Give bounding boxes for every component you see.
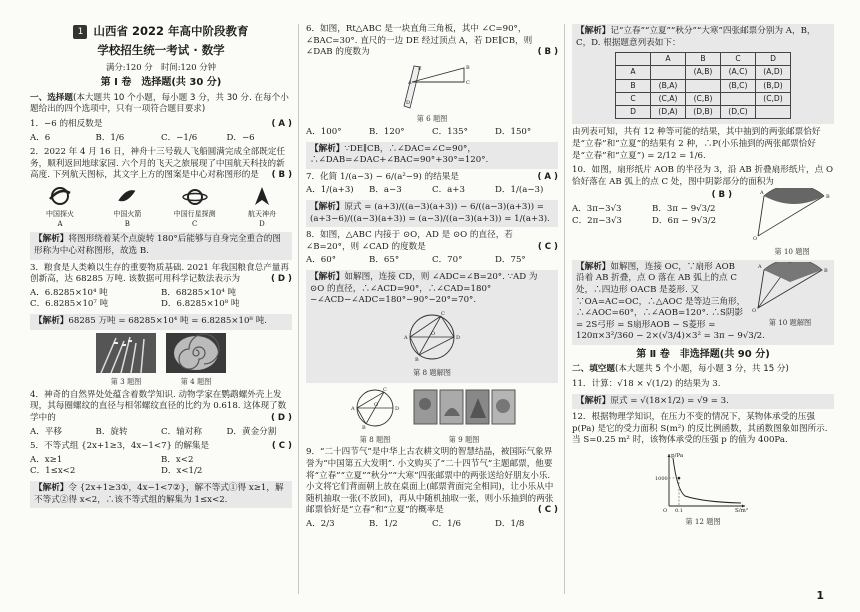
question-2 — [30, 147, 292, 259]
question-stem: 11．计算：√18 × √(1/2) 的结果为 3. — [572, 378, 721, 389]
mars-logo-icon — [47, 185, 73, 207]
table-cell: (D,A) — [651, 106, 686, 119]
question-10 — [572, 165, 834, 345]
figure-caption: 第 12 题图 — [685, 516, 721, 526]
option-a: A．6.8285×10⁴ 吨 — [30, 287, 108, 298]
answer-mark: ( C ) — [537, 505, 558, 516]
table-cell: (B,A) — [651, 79, 686, 92]
svg-text:C: C — [383, 387, 387, 394]
point-x-label: 0.1 — [675, 507, 683, 512]
solution — [30, 232, 292, 259]
figure-caption: 第 4 题图 — [180, 377, 212, 387]
option-d: D．1/8 — [495, 519, 525, 529]
logo-option-c — [165, 185, 225, 229]
solution-text: 原式 = (a+3)/((a−3)(a+3)) − 6/((a−3)(a+3)) = (a+3−6)/((a−3)(a+3)) = (a−3)/((a−3)(a+3)) = 1/(a+3). — [310, 202, 550, 224]
question-9 — [306, 447, 558, 530]
answer-mark: ( C ) — [537, 241, 558, 252]
option-d: D．−6 — [226, 132, 255, 143]
table-cell: (D,C) — [721, 106, 756, 119]
solution — [306, 270, 558, 383]
table-row — [616, 53, 791, 66]
options — [572, 204, 732, 227]
svg-text:B: B — [415, 356, 419, 363]
table-cell: C — [721, 53, 756, 66]
figure-8-solution — [310, 310, 554, 378]
svg-text:A: A — [404, 334, 408, 341]
question-stem: 4．神奇的自然界处处蕴含着数学知识. 动物学家在鹦鹉螺外壳上发现，其每圈螺纹的直径与相邻螺纹直径的比约为 0.618. 这体现了数学中的 — [30, 389, 287, 423]
logo-letter: D — [259, 219, 265, 228]
table-cell: (C,D) — [756, 92, 791, 105]
solution-9 — [572, 24, 834, 124]
option-c: C．6.8285×10⁷ 吨 — [30, 299, 109, 310]
solution-text: 记“立春”“立夏”“秋分”“大寒”四张邮票分别为 A，B，C，D. 根据题意列表如下： — [576, 26, 816, 48]
svg-text:C: C — [788, 261, 792, 265]
options — [30, 455, 292, 478]
svg-text:O: O — [752, 307, 757, 314]
exam-header — [30, 24, 292, 90]
table-cell: (B,C) — [721, 79, 756, 92]
option-b: B．120° — [369, 127, 405, 138]
triangle-ruler-diagram — [392, 62, 472, 110]
table-cell: A — [616, 66, 651, 79]
question-stem: 12．根据物理学知识，在压力不变的情况下，某物体承受的压强 p(Pa) 是它的受力面积 S(m²) 的反比例函数，其函数图象如图所示. 当 S=0.25 m² 时，该物体承受的压强 p 的值为 400Pa. — [572, 412, 828, 446]
rocket-logo-icon — [114, 185, 140, 207]
nautilus-photo-icon — [166, 333, 226, 373]
option-a: A．1/(a+3) — [306, 185, 354, 196]
option-c: C．1≤x<2 — [30, 466, 76, 477]
svg-text:A: A — [351, 406, 355, 413]
point-y-label: 1000 — [655, 475, 668, 482]
svg-text:C: C — [441, 310, 445, 317]
column-right — [572, 24, 834, 529]
option-a: A．平移 — [30, 426, 62, 437]
solution — [30, 314, 292, 330]
option-a: A．60° — [306, 255, 337, 266]
section-desc: (本大题共 10 个小题，每小题 3 分，共 30 分. 在每个小题给出的四个选项中，只有一项符合题目要求) — [30, 92, 289, 115]
table-row — [616, 79, 791, 92]
circle-diagram — [348, 386, 402, 430]
wheat-photo-icon — [96, 333, 156, 373]
table-cell — [756, 106, 791, 119]
sector-diagram-solution — [750, 262, 830, 314]
exam-meta: 满分:120 分 时间:120 分钟 — [106, 62, 216, 73]
table-cell: (B,D) — [756, 79, 791, 92]
figure-caption: 第 6 题图 — [416, 114, 448, 124]
solution — [306, 142, 558, 169]
solution — [306, 200, 558, 227]
solution-tag: 【解析】 — [576, 261, 611, 272]
table-row — [616, 66, 791, 79]
solution-tag: 【解析】 — [34, 482, 69, 493]
shenzhou-logo-icon — [249, 185, 275, 207]
table-cell: (A,C) — [721, 66, 756, 79]
sector-diagram — [750, 188, 834, 242]
exam-subtitle: 学校招生统一考试 · 数学 — [97, 42, 225, 57]
svg-text:B: B — [466, 64, 470, 71]
section-title: 二、填空题 — [572, 364, 615, 375]
option-d: D．150° — [495, 127, 532, 138]
option-c: C．轴对称 — [161, 426, 202, 437]
part-2-title: 第 Ⅱ 卷 非选择题(共 90 分) — [636, 348, 770, 360]
options — [306, 255, 558, 267]
planet-logo-icon — [182, 185, 208, 207]
section-1 — [30, 93, 292, 116]
options — [306, 185, 558, 197]
svg-text:D: D — [456, 334, 461, 341]
svg-text:C: C — [466, 79, 470, 86]
y-axis-label: p/Pa — [671, 452, 684, 459]
option-d: D．黄金分割 — [226, 426, 277, 437]
svg-text:B: B — [362, 425, 366, 431]
question-stem: 3．粮食是人类赖以生存的重要物质基础. 2021 年我国粮食总产量再创新高，达 68285 万吨. 该数据可用科学记数法表示为 — [30, 262, 289, 285]
section-2 — [572, 364, 834, 376]
solution-tag: 【解析】 — [34, 234, 69, 245]
svg-text:D: D — [406, 99, 411, 106]
part-1-title: 第 Ⅰ 卷 选择题(共 30 分) — [100, 77, 222, 89]
figure-caption: 第 9 题图 — [448, 434, 480, 444]
solution-text: 如解图，连接 CD，则 ∠ADC=∠B=20°. ∵AD 为 ⊙O 的直径，∴∠ACD=90°，∴∠CAD=180°−∠ACD−∠ADC=180°−90°−20°=70°. — [310, 272, 538, 306]
column-divider — [298, 24, 299, 594]
option-a: A．x≥1 — [30, 454, 63, 465]
answer-mark: ( D ) — [271, 274, 292, 285]
solution-tag: 【解析】 — [310, 272, 345, 283]
logo-name: 航天神舟 — [247, 210, 276, 219]
option-b: B．1/6 — [95, 132, 125, 143]
solution — [30, 481, 292, 508]
option-b: B．1/2 — [369, 519, 398, 529]
table-cell: (C,B) — [686, 92, 721, 105]
option-c: C．70° — [432, 255, 463, 266]
option-d: D．6.8285×10⁸ 吨 — [161, 299, 240, 310]
logo-options — [30, 185, 292, 229]
table-cell: (D,B) — [686, 106, 721, 119]
outcome-table — [615, 52, 791, 119]
solution-text: 将图形绕着某个点旋转 180°后能够与自身完全重合的图形称为中心对称图形，故选 B. — [34, 234, 281, 256]
question-1 — [30, 119, 292, 144]
option-c: C．135° — [432, 127, 468, 138]
figure-caption: 第 3 题图 — [110, 377, 142, 387]
stamps-illustration — [412, 386, 516, 430]
exam-title: 山西省 2022 年高中阶段教育 — [93, 24, 249, 38]
question-stem: 5．不等式组 {2x+1≥3，4x−1<7} 的解集是 — [30, 441, 210, 452]
solution-text: 原式 = √(18×1/2) = √9 = 3. — [610, 395, 729, 406]
figures-8-9 — [306, 386, 558, 444]
logo-name: 中国火箭 — [113, 210, 142, 219]
option-d: D．75° — [495, 255, 526, 266]
solution-tag: 【解析】 — [310, 202, 345, 213]
x-axis-label: S/m² — [735, 507, 749, 512]
logo-letter: A — [57, 219, 63, 228]
solution-tag: 【解析】 — [34, 315, 69, 326]
answer-mark: ( A ) — [271, 119, 292, 130]
column-middle — [306, 24, 558, 531]
table-cell — [616, 53, 651, 66]
option-b: B．x<2 — [161, 454, 194, 465]
question-6 — [306, 24, 558, 169]
figure-caption: 第 10 题图 — [774, 247, 810, 256]
solution — [572, 394, 834, 410]
svg-text:E: E — [418, 65, 422, 72]
solution-tag: 【解析】 — [576, 395, 611, 406]
solution-text: 如解图，连接 OC，∵扇形 AOB 沿着 AB 折叠，点 O 落在 AB 弧上的点 C 处，∴四边形 OACB 是菱形. 又∵OA=AC=OC，∴△AOC 是等边三角形，∴∠AOC=60°，∴∠AOB=120°. ∴S阴影 = 2S弓形 = S扇形AOB − S菱形 = 120π×3²/360 − 2×(√3/4)×3² = 3π − 9√3/2. — [576, 261, 765, 342]
question-stem: 7．化简 1/(a−3) − 6/(a²−9) 的结果是 — [306, 171, 459, 182]
question-stem: 2．2022 年 4 月 16 日，神舟十三号载人飞船圆满完成全部既定任务，顺利返回地球家园. 六个月的飞天之旅展现了中国航天科技的新高度. 下列航天图标，其文字上方的图案是中心对称图形的是 — [30, 147, 286, 181]
options — [30, 427, 292, 439]
table-cell: D — [616, 106, 651, 119]
table-cell: B — [686, 53, 721, 66]
page-badge: 1 — [73, 25, 87, 39]
inverse-function-graph — [655, 450, 751, 512]
origin-label: O — [663, 507, 668, 512]
figure-caption: 第 10 题解图 — [768, 318, 812, 328]
options — [306, 519, 558, 531]
figure-12 — [572, 450, 834, 526]
question-7 — [306, 172, 558, 227]
table-cell: B — [616, 79, 651, 92]
option-b: B．旋转 — [95, 426, 128, 437]
answer-mark: ( B ) — [537, 47, 558, 58]
logo-option-d — [232, 185, 292, 229]
logo-name: 中国探火 — [46, 210, 74, 219]
option-a: A．6 — [30, 132, 51, 143]
option-d: D．x<1/2 — [161, 466, 203, 477]
table-cell: (A,D) — [756, 66, 791, 79]
solution-tag: 【解析】 — [310, 143, 345, 154]
question-5 — [30, 441, 292, 508]
solution — [572, 260, 834, 345]
option-b: B．68285×10⁴ 吨 — [161, 287, 237, 298]
option-b: B．3π − 9√3/2 — [652, 204, 716, 214]
answer-mark: ( A ) — [537, 171, 558, 182]
table-cell — [721, 92, 756, 105]
circle-diagram-solution — [399, 310, 465, 364]
table-cell: (A,B) — [686, 66, 721, 79]
option-a: A．100° — [306, 127, 342, 138]
page-number: 1 — [816, 589, 824, 603]
question-stem: 8．如图，△ABC 内接于 ⊙O，AD 是 ⊙O 的直径，若 ∠B=20°，则 ∠CAD 的度数是 — [306, 230, 513, 252]
option-c: C．2π−3√3 — [572, 215, 622, 226]
table-cell — [651, 66, 686, 79]
option-c: C．a+3 — [432, 185, 465, 196]
option-a: A．2/3 — [306, 519, 335, 529]
logo-option-a — [30, 185, 90, 229]
logo-name: 中国行星探测 — [173, 210, 216, 219]
answer-mark: ( B ) — [711, 190, 732, 201]
question-stem: 6．如图，Rt△ABC 是一块直角三角板，其中 ∠C=90°，∠BAC=30°. 直尺的一边 DE 经过顶点 A，若 DE∥CB，则 ∠DAB 的度数为 — [306, 24, 533, 58]
question-11 — [572, 379, 834, 409]
options — [30, 133, 292, 145]
svg-text:A: A — [408, 79, 412, 86]
column-left — [30, 24, 292, 508]
column-divider — [564, 24, 565, 594]
solution-9-conclusion: 由列表可知，共有 12 种等可能的结果，其中抽到的两张邮票恰好是“立春”和“立夏”的结果有 2 种，∴P(小乐抽到的两张邮票恰好是“立春”和“立夏”) = 2/12 = 1/6. — [572, 127, 821, 161]
svg-text:O: O — [753, 236, 758, 243]
logo-option-b — [97, 185, 157, 229]
figure-4 — [166, 333, 226, 387]
logo-letter: B — [124, 219, 130, 228]
option-b: B．a−3 — [369, 185, 402, 196]
question-3 — [30, 263, 292, 330]
question-stem: 9．“二十四节气”是中华上古农耕文明的智慧结晶，被国际气象界誉为“中国第五大发明”. 小文购买了“二十四节气”主题邮票，他要将“立春”“立夏”“秋分”“大寒”四张邮票中的两张送给好朋友小乐. 小文将它们背面朝上放在桌面上(邮票背面完全相同)，让小乐从中随机抽取一张(不放回)，再从中随机抽取一张，则小乐抽到的两张邮票恰好是“立春”和“立夏”的概率是 — [306, 447, 554, 516]
question-stem: 1．−6 的相反数是 — [30, 119, 103, 130]
answer-mark: ( C ) — [271, 441, 292, 452]
table-row — [616, 106, 791, 119]
figure-6 — [306, 62, 558, 124]
option-b: B．65° — [369, 255, 400, 266]
table-cell — [686, 79, 721, 92]
logo-letter: C — [191, 219, 198, 228]
question-12 — [572, 412, 834, 526]
option-c: C．−1/6 — [161, 132, 198, 143]
figure-caption: 第 8 题解图 — [413, 368, 451, 378]
table-cell: (C,A) — [651, 92, 686, 105]
option-c: C．1/6 — [432, 519, 461, 529]
answer-mark: ( B ) — [271, 170, 292, 181]
table-cell: A — [651, 53, 686, 66]
svg-text:O: O — [374, 402, 379, 409]
svg-text:D: D — [395, 406, 400, 413]
answer-mark: ( D ) — [271, 413, 292, 423]
svg-text:A: A — [758, 263, 762, 270]
solution-tag: 【解析】 — [576, 26, 611, 36]
option-d: D．6π − 9√3/2 — [652, 215, 717, 226]
svg-text:B: B — [824, 267, 828, 274]
solution-text: 68285 万吨 = 68285×10⁴ 吨 = 6.8285×10⁸ 吨. — [68, 315, 267, 326]
option-d: D．1/(a−3) — [495, 185, 544, 196]
solution-text: ∵DE∥CB，∴∠DAC=∠C=90°，∴∠DAB=∠DAC+∠BAC=90°+30°=120°. — [310, 143, 489, 166]
table-cell: D — [756, 53, 791, 66]
table-cell: C — [616, 92, 651, 105]
figure-caption: 第 8 题图 — [359, 434, 391, 444]
section-title: 一、选择题 — [30, 92, 73, 103]
svg-text:A: A — [760, 190, 764, 197]
question-stem: 10．如图，扇形纸片 AOB 的半径为 3，沿 AB 折叠扇形纸片，点 O 恰好落在 AB 弧上的点 C 处，图中阴影部分的面积为 — [572, 165, 833, 187]
figures-3-4 — [30, 333, 292, 387]
solution-text: 令 {2x+1≥3①，4x−1<7②}，解不等式①得 x≥1，解不等式②得 x<2，∴该不等式组的解集为 1≤x<2. — [34, 482, 284, 505]
options — [30, 288, 292, 311]
svg-text:O: O — [431, 330, 436, 337]
figure-3 — [96, 333, 156, 387]
options — [306, 127, 558, 139]
table-row — [616, 92, 791, 105]
question-4 — [30, 390, 292, 438]
option-a: A．3π−3√3 — [572, 204, 622, 214]
section-desc: (本大题共 5 个小题，每小题 3 分，共 15 分) — [614, 364, 789, 375]
question-8 — [306, 230, 558, 444]
svg-text:B: B — [826, 194, 830, 201]
